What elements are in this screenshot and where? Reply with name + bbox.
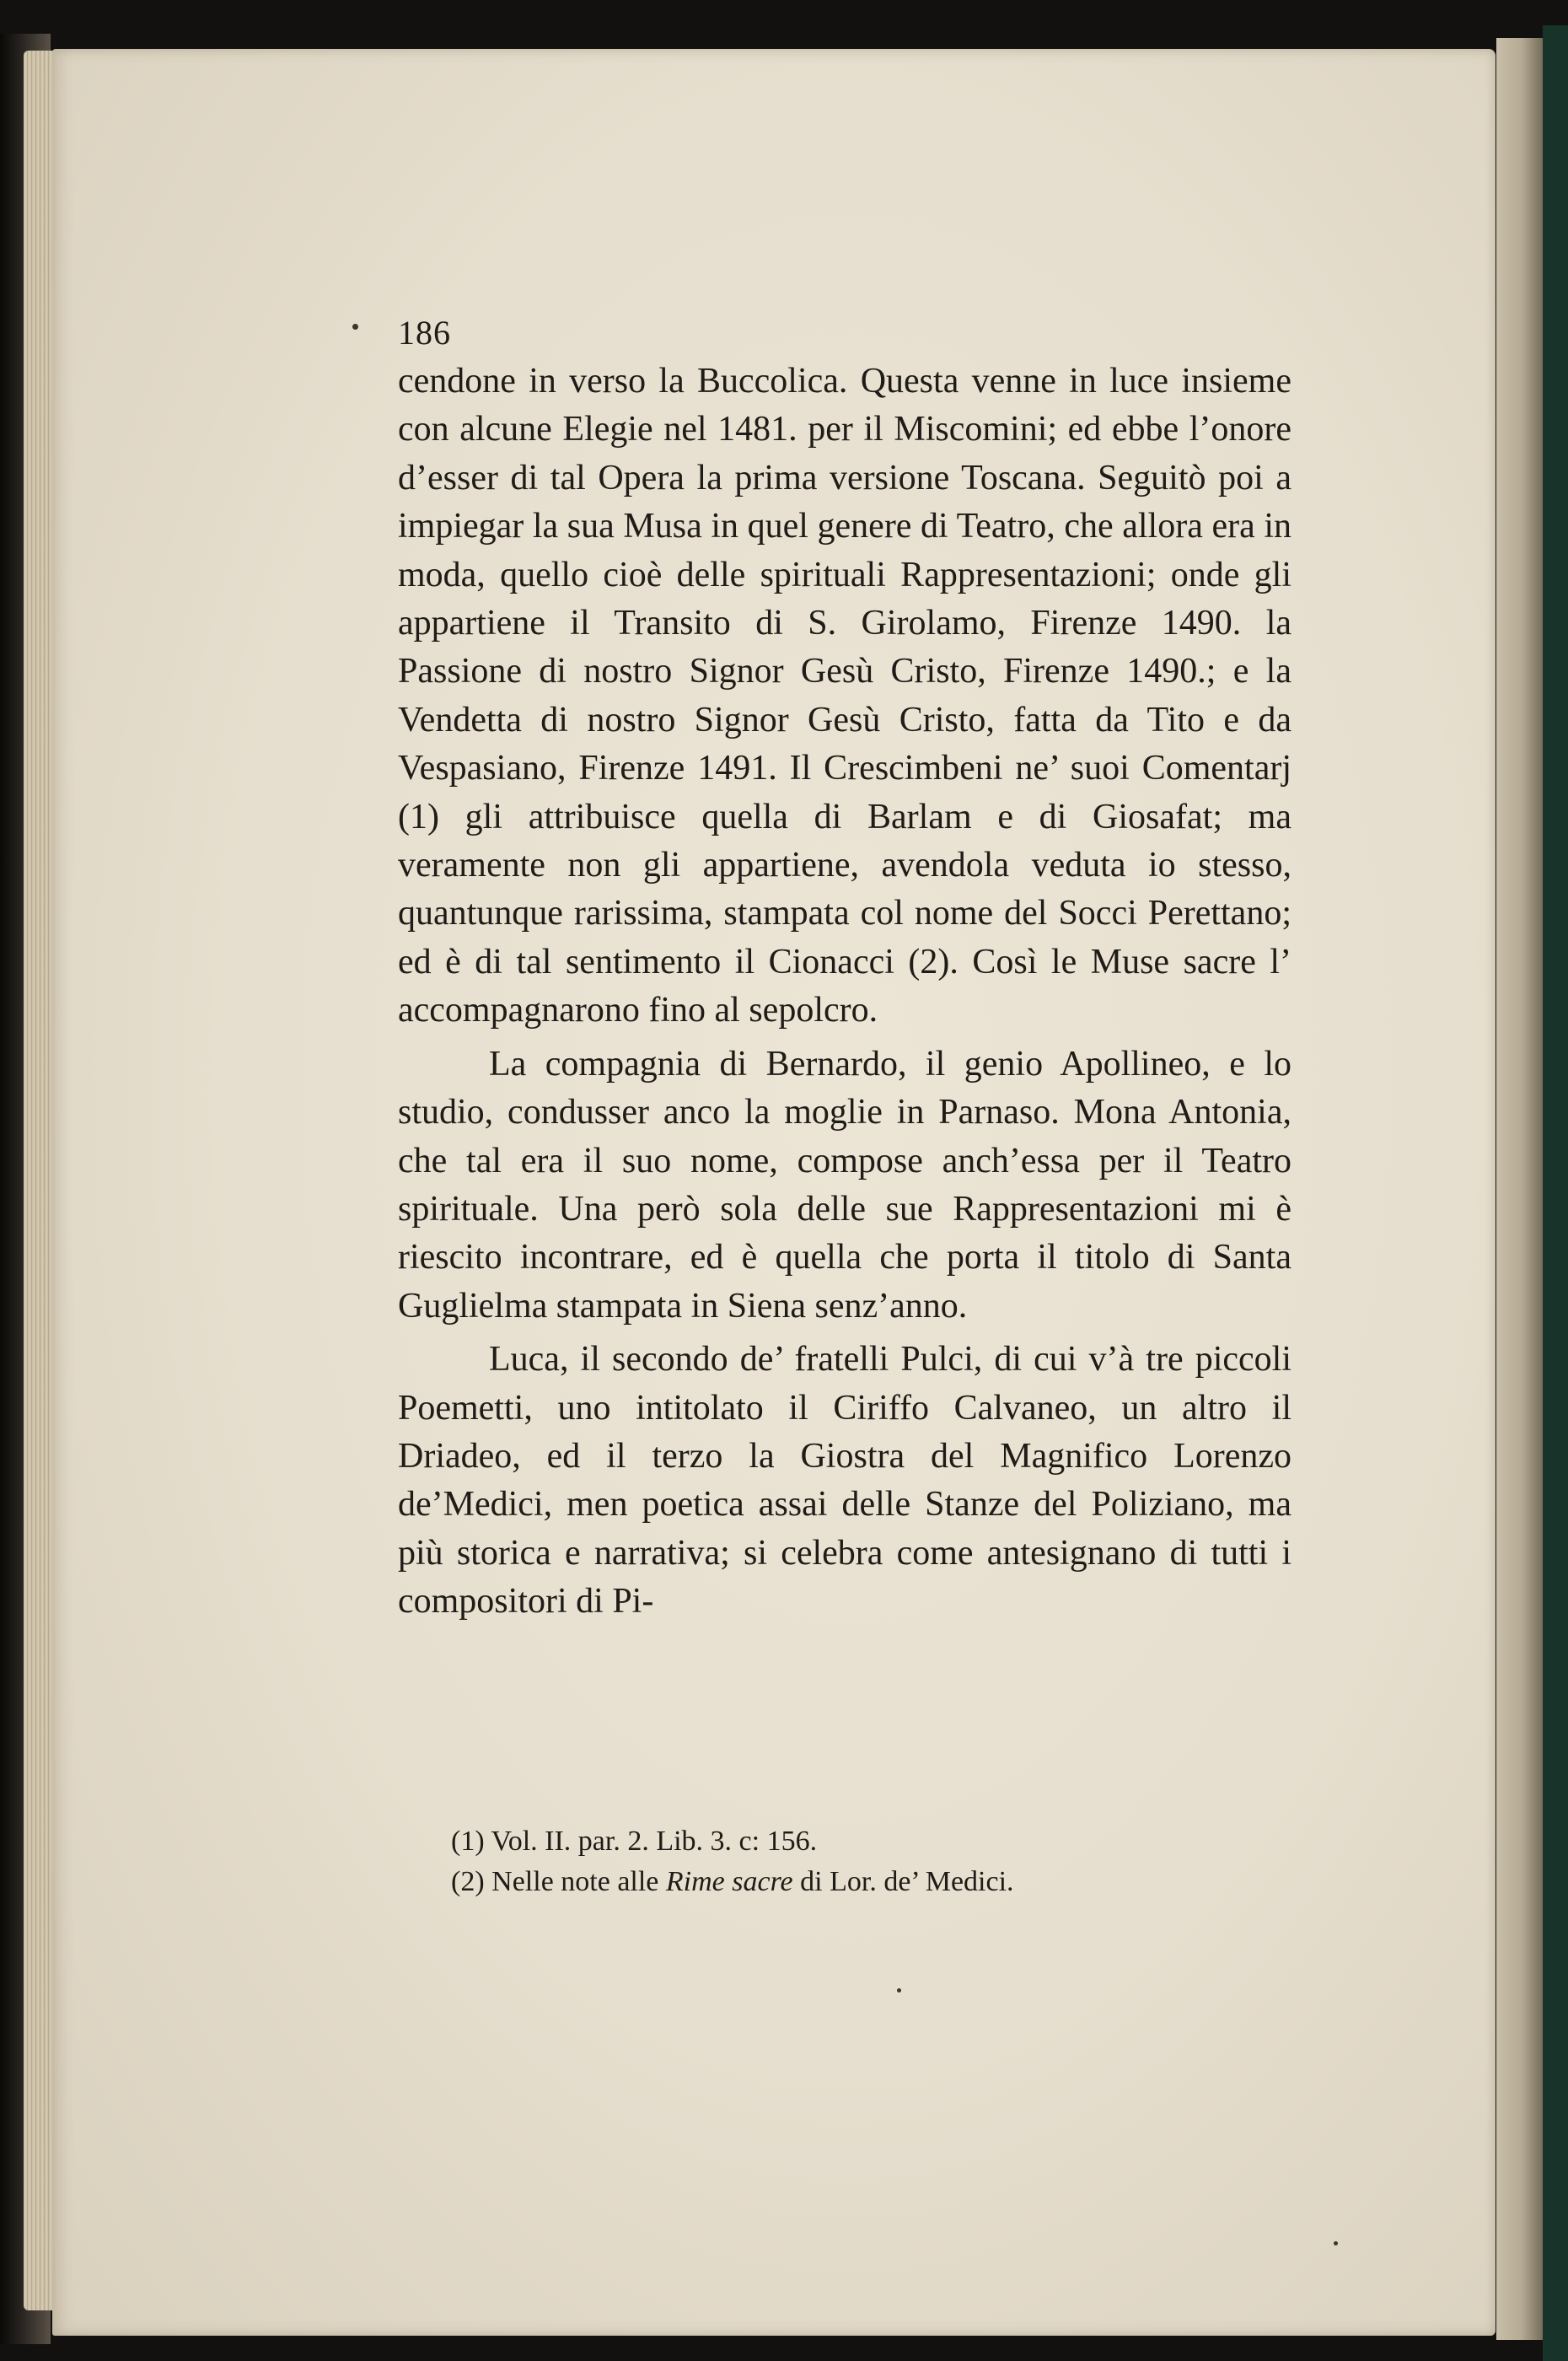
- footnote-2: [451, 1862, 1294, 1902]
- footnote-title-italic: Rime sacre: [665, 1866, 793, 1897]
- page-text-block: [398, 312, 1291, 1627]
- paragraph-3: Luca, il secondo de’ fratelli Pulci, di cui v’à tre piccoli Poemetti, uno intitolato il Ciriffo Calvaneo, un altro il Driadeo, ed il terzo la Giostra del Magnifico Lorenzo de’Medici, men poetica assai delle Stanze del Poliziano, ma più storica e narrativa; si celebra come antesignano di tutti i compositori di Pi-: [398, 1340, 1291, 1622]
- paragraph-2: La compagnia di Bernardo, il genio Apollineo, e lo studio, condusser anco la moglie in Parnaso. Mona Antonia, che tal era il suo nome, compose anch’essa per il Teatro spirituale. Una però sola delle sue Rappresentazioni mi è riescito incontrare, ed è quella che porta il titolo di Santa Guglielma stampata in Siena senz’anno.: [398, 1044, 1291, 1326]
- footnote-text-after: di Lor. de’ Medici.: [800, 1866, 1014, 1897]
- body-text: [398, 358, 1291, 1627]
- footnote-1: [451, 1821, 1294, 1862]
- footnote-mark: (2): [451, 1866, 485, 1897]
- footnotes: [451, 1821, 1294, 1902]
- footnote-mark: (1): [451, 1826, 485, 1857]
- paragraph-1: cendone in verso la Buccolica. Questa venne in luce insieme con alcune Elegie nel 1481. per il Miscomini; ed ebbe l’onore d’esser di tal Opera la prima versione Toscana. Seguitò poi a impiegar la sua Musa in quel genere di Teatro, che allora era in moda, quello cioè delle spirituali Rappresentazioni; onde gli appartiene il Transito di S. Girolamo, Firenze 1490. la Passione di nostro Signor Gesù Cristo, Firenze 1490.; e la Vendetta di nostro Signor Gesù Cristo, fatta da Tito e da Vespasiano, Firenze 1491. Il Crescimbeni ne’ suoi Comentarj (1) gli attribuisce quella di Barlam e di Giosafat; ma veramente non gli appartiene, avendola veduta io stesso, quantunque rarissima, stampata col nome del Socci Perettano; ed è di tal sentimento il Cionacci (2). Così le Muse sacre l’ accompagnarono fino al sepolcro.: [398, 362, 1291, 1030]
- footnote-text-before: Nelle note alle: [491, 1866, 659, 1897]
- ink-speck: [897, 1988, 901, 1993]
- ink-speck: [1334, 2241, 1338, 2245]
- ink-speck: [352, 324, 358, 330]
- footnote-text: Vol. II. par. 2. Lib. 3. c: 156.: [491, 1826, 818, 1857]
- book-cover-strip: [1543, 25, 1568, 2361]
- page-number: 186: [398, 314, 451, 352]
